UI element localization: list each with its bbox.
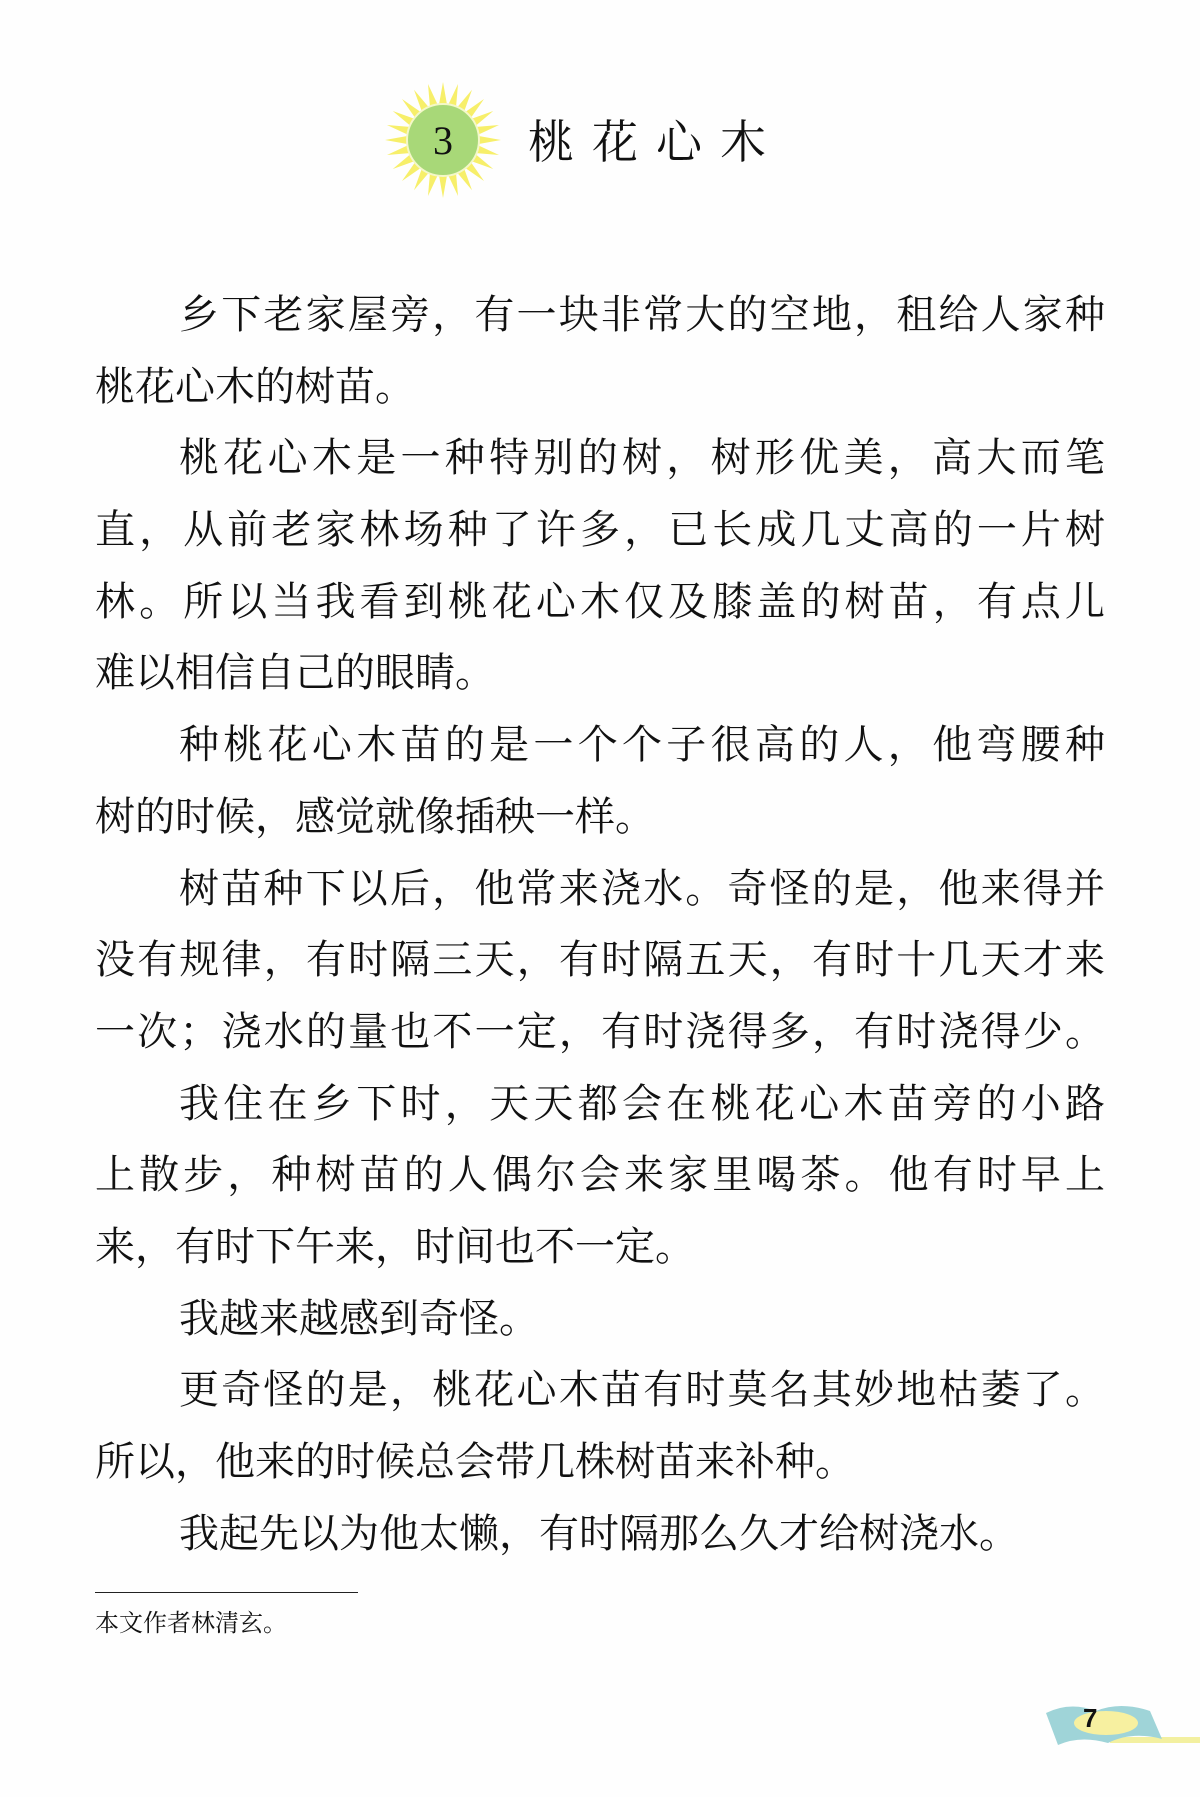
text-line: 更奇怪的是，桃花心木苗有时莫名其妙地枯萎了。 xyxy=(179,1367,1105,1414)
page-number: 7 xyxy=(1083,1703,1098,1733)
text-line: 一次；浇水的量也不一定，有时浇得多，有时浇得少。 xyxy=(95,1008,1105,1055)
text-line: 我住在乡下时，天天都会在桃花心木苗旁的小路 xyxy=(179,1080,1105,1127)
page-number-book-icon xyxy=(1040,1695,1200,1755)
text-line: 林。所以当我看到桃花心木仅及膝盖的树苗，有点儿 xyxy=(95,578,1105,625)
lesson-title: 桃花心木 xyxy=(528,115,784,169)
lesson-number-badge-icon xyxy=(383,80,503,200)
sun-ray xyxy=(477,125,499,135)
text-line: 树的时候，感觉就像插秧一样。 xyxy=(95,793,655,840)
text-line: 来，有时下午来，时间也不一定。 xyxy=(95,1223,695,1270)
sun-ray xyxy=(448,84,458,106)
text-line: 上散步，种树苗的人偶尔会来家里喝茶。他有时早上 xyxy=(95,1152,1105,1199)
text-line: 我起先以为他太懒，有时隔那么久才给树浇水。 xyxy=(179,1510,1019,1557)
sun-ray xyxy=(439,176,447,198)
text-line: 所以，他来的时候总会带几株树苗来补种。 xyxy=(95,1439,855,1485)
sun-ray xyxy=(448,174,458,196)
text-line: 乡下老家屋旁，有一块非常大的空地，租给人家种 xyxy=(179,292,1105,338)
sun-ray xyxy=(428,174,438,196)
text-line: 难以相信自己的眼睛。 xyxy=(95,650,495,697)
sun-ray xyxy=(479,136,501,144)
sun-ray xyxy=(477,145,499,155)
text-line: 种桃花心木苗的是一个个子很高的人，他弯腰种 xyxy=(179,722,1105,769)
sun-ray xyxy=(387,125,409,135)
text-line: 桃花心木是一种特别的树，树形优美，高大而笔 xyxy=(179,435,1105,482)
sun-ray xyxy=(385,136,407,144)
sun-ray xyxy=(428,84,438,106)
sun-ray xyxy=(439,82,447,104)
text-line: 我越来越感到奇怪。 xyxy=(179,1295,539,1342)
text-line: 没有规律，有时隔三天，有时隔五天，有时十几天才来 xyxy=(95,937,1105,984)
footnote: 本文作者林清玄。 xyxy=(95,1609,287,1637)
text-line: 树苗种下以后，他常来浇水。奇怪的是，他来得并 xyxy=(179,865,1105,912)
lesson-number: 3 xyxy=(433,118,453,163)
footnote-divider xyxy=(95,1592,358,1593)
sun-ray xyxy=(387,145,409,155)
lesson-body-text xyxy=(95,290,1105,1580)
text-line: 直，从前老家林场种了许多，已长成几丈高的一片树 xyxy=(95,507,1105,554)
text-line: 桃花心木的树苗。 xyxy=(95,363,415,410)
